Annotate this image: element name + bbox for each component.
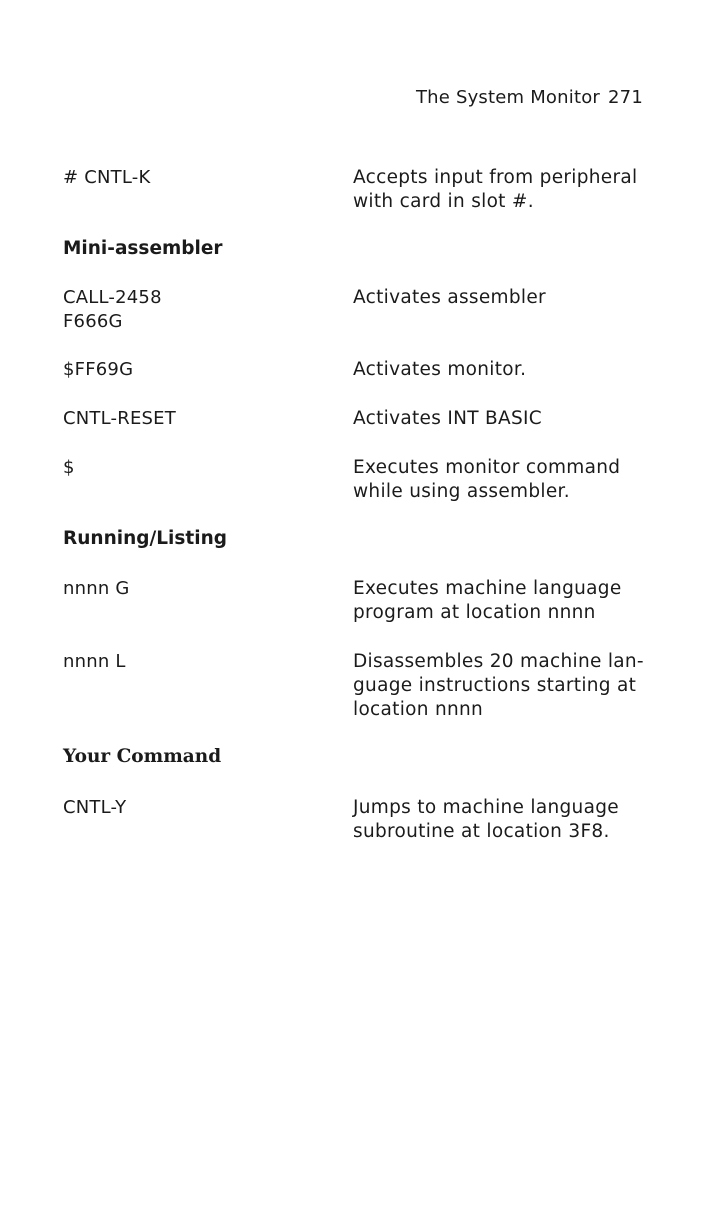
command-description: Executes monitor command while using assembler. — [353, 457, 621, 502]
command-text: CALL-2458 F666G — [63, 287, 162, 332]
command-text: $FF69G — [63, 359, 134, 380]
command-description: Jumps to machine language subroutine at location 3F8. — [353, 797, 619, 842]
header-title: The System Monitor — [415, 87, 601, 108]
command-text: CNTL-RESET — [63, 408, 176, 429]
command-description: Activates monitor. — [353, 359, 527, 380]
command-description: Activates INT BASIC — [353, 408, 542, 429]
command-text: # CNTL-K — [63, 167, 151, 188]
section-heading-your-command: Your Command — [63, 746, 222, 767]
command-description: Disassembles 20 machine lan- guage instructions starting at location nnnn — [353, 651, 644, 720]
section-heading-mini-assembler: Mini-assembler — [63, 238, 223, 259]
command-text: nnnn L — [63, 651, 126, 672]
command-description: Accepts input from peripheral with card in slot #. — [353, 167, 638, 212]
command-text: nnnn G — [63, 578, 130, 599]
section-heading-running-listing: Running/Listing — [63, 528, 228, 549]
page-number: 271 — [608, 87, 643, 108]
command-text: $ — [63, 457, 75, 478]
command-description: Activates assembler — [353, 287, 546, 308]
command-text: CNTL-Y — [63, 797, 127, 818]
command-description: Executes machine language program at location nnnn — [353, 578, 622, 623]
running-header — [416, 87, 643, 108]
